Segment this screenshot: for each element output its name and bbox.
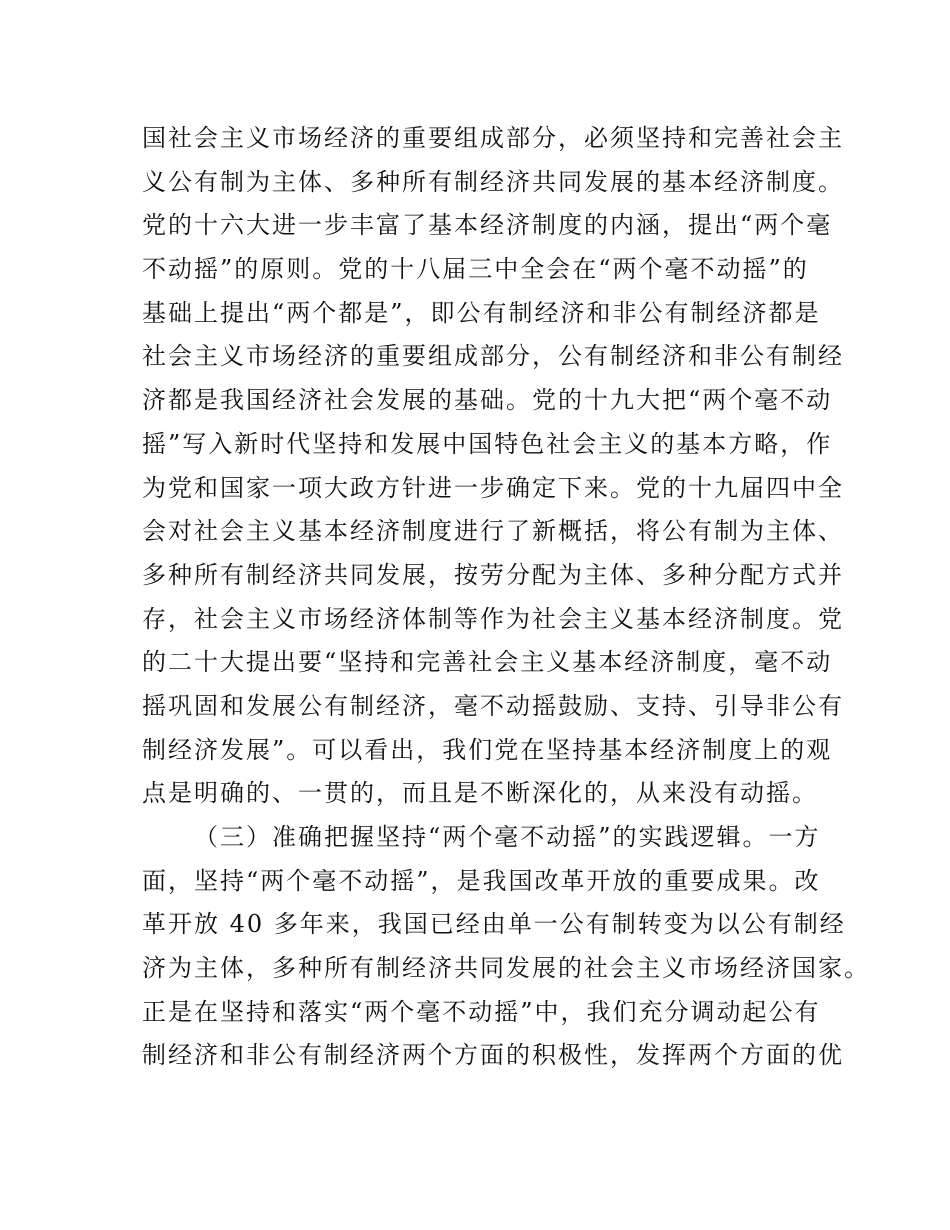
text-line: 党的十六大进一步丰富了基本经济制度的内涵，提出“两个毫 — [142, 211, 833, 240]
text-line: 制经济发展”。可以看出，我们党在坚持基本经济制度上的观 — [142, 735, 833, 764]
text-line: 点是明确的、一贯的，而且是不断深化的，从来没有动摇。 — [142, 779, 818, 808]
text-line: 国社会主义市场经济的重要组成部分，必须坚持和完善社会主 — [142, 124, 844, 152]
text-line: 摇”写入新时代坚持和发展中国特色社会主义的基本方略，作 — [142, 429, 833, 458]
text-line: 的二十大提出要“坚持和完善社会主义基本经济制度，毫不动 — [142, 648, 833, 677]
text-line: 不动摇”的原则。党的十八届三中全会在“两个毫不动摇”的 — [142, 255, 809, 284]
section-heading-line: （三）准确把握坚持“两个毫不动摇”的实践逻辑。一方 — [194, 823, 821, 851]
text-line: 革开放 40 多年来，我国已经由单一公有制转变为以公有制经 — [142, 910, 846, 939]
text-line: 为党和国家一项大政方针进一步确定下来。党的十九届四中全 — [142, 473, 844, 502]
body-text — [142, 117, 870, 1078]
text-line: 制经济和非公有制经济两个方面的积极性，发挥两个方面的优 — [142, 1041, 844, 1070]
text-line: 正是在坚持和落实“两个毫不动摇”中，我们充分调动起公有 — [142, 997, 821, 1026]
text-line: 存，社会主义市场经济体制等作为社会主义基本经济制度。党 — [142, 604, 844, 633]
text-line: 义公有制为主体、多种所有制经济共同发展的基本经济制度。 — [142, 167, 844, 196]
text-line: 济为主体，多种所有制经济共同发展的社会主义市场经济国家。 — [142, 954, 870, 983]
text-line: 社会主义市场经济的重要组成部分，公有制经济和非公有制经 — [142, 342, 844, 371]
text-line: 摇巩固和发展公有制经济，毫不动摇鼓励、支持、引导非公有 — [142, 691, 844, 720]
text-line: 会对社会主义基本经济制度进行了新概括，将公有制为主体、 — [142, 517, 844, 546]
text-line: 基础上提出“两个都是”，即公有制经济和非公有制经济都是 — [142, 298, 821, 327]
text-line: 济都是我国经济社会发展的基础。党的十九大把“两个毫不动 — [142, 386, 833, 415]
text-line: 面，坚持“两个毫不动摇”，是我国改革开放的重要成果。改 — [142, 866, 821, 895]
text-line: 多种所有制经济共同发展，按劳分配为主体、多种分配方式并 — [142, 560, 844, 589]
